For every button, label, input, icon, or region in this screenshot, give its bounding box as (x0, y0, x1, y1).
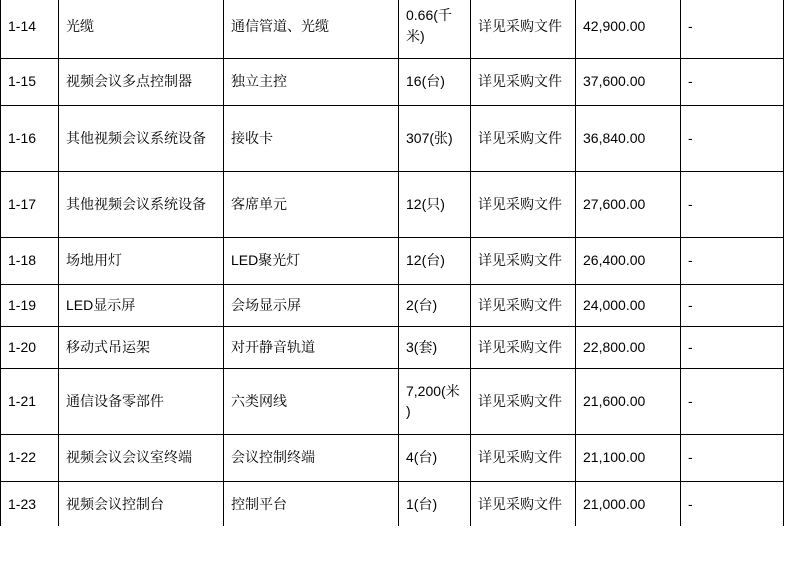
cell-item-no: 1-15 (1, 58, 59, 105)
cell-quantity: 4(台) (399, 434, 471, 481)
cell-item-no: 1-16 (1, 105, 59, 171)
cell-name: LED显示屏 (59, 284, 224, 326)
cell-document: 详见采购文件 (471, 58, 576, 105)
table-row (1, 58, 784, 105)
cell-quantity: 2(台) (399, 284, 471, 326)
cell-note: - (681, 171, 784, 237)
table-row (1, 326, 784, 368)
cell-spec: 通信管道、光缆 (224, 0, 399, 58)
cell-spec: 会场显示屏 (224, 284, 399, 326)
cell-name: 视频会议多点控制器 (59, 58, 224, 105)
cell-spec: 独立主控 (224, 58, 399, 105)
cell-price: 36,840.00 (576, 105, 681, 171)
cell-price: 21,600.00 (576, 368, 681, 434)
cell-document: 详见采购文件 (471, 105, 576, 171)
cell-quantity: 0.66(千米) (399, 0, 471, 58)
cell-quantity: 7,200(米) (399, 368, 471, 434)
cell-quantity: 12(台) (399, 237, 471, 284)
cell-note: - (681, 326, 784, 368)
table-row (1, 0, 784, 58)
cell-document: 详见采购文件 (471, 481, 576, 526)
cell-price: 42,900.00 (576, 0, 681, 58)
cell-spec: LED聚光灯 (224, 237, 399, 284)
cell-document: 详见采购文件 (471, 326, 576, 368)
cell-spec: 客席单元 (224, 171, 399, 237)
table-row (1, 105, 784, 171)
cell-quantity: 3(套) (399, 326, 471, 368)
cell-item-no: 1-18 (1, 237, 59, 284)
cell-name: 通信设备零部件 (59, 368, 224, 434)
cell-quantity: 307(张) (399, 105, 471, 171)
cell-item-no: 1-21 (1, 368, 59, 434)
cell-name: 其他视频会议系统设备 (59, 171, 224, 237)
cell-item-no: 1-22 (1, 434, 59, 481)
table-row (1, 434, 784, 481)
table-row (1, 237, 784, 284)
cell-item-no: 1-20 (1, 326, 59, 368)
cell-note: - (681, 237, 784, 284)
cell-document: 详见采购文件 (471, 434, 576, 481)
cell-name: 场地用灯 (59, 237, 224, 284)
cell-document: 详见采购文件 (471, 171, 576, 237)
cell-price: 22,800.00 (576, 326, 681, 368)
cell-spec: 控制平台 (224, 481, 399, 526)
cell-note: - (681, 58, 784, 105)
cell-price: 21,100.00 (576, 434, 681, 481)
table-row (1, 171, 784, 237)
cell-document: 详见采购文件 (471, 368, 576, 434)
table-row (1, 481, 784, 526)
cell-price: 21,000.00 (576, 481, 681, 526)
cell-spec: 六类网线 (224, 368, 399, 434)
cell-item-no: 1-17 (1, 171, 59, 237)
cell-document: 详见采购文件 (471, 284, 576, 326)
cell-spec: 接收卡 (224, 105, 399, 171)
cell-note: - (681, 481, 784, 526)
cell-price: 37,600.00 (576, 58, 681, 105)
table-row (1, 368, 784, 434)
table-body (1, 0, 784, 526)
cell-name: 移动式吊运架 (59, 326, 224, 368)
cell-item-no: 1-19 (1, 284, 59, 326)
cell-note: - (681, 105, 784, 171)
cell-item-no: 1-14 (1, 0, 59, 58)
cell-note: - (681, 368, 784, 434)
cell-document: 详见采购文件 (471, 0, 576, 58)
cell-price: 24,000.00 (576, 284, 681, 326)
cell-note: - (681, 0, 784, 58)
cell-price: 26,400.00 (576, 237, 681, 284)
cell-document: 详见采购文件 (471, 237, 576, 284)
cell-item-no: 1-23 (1, 481, 59, 526)
cell-note: - (681, 434, 784, 481)
cell-price: 27,600.00 (576, 171, 681, 237)
table-row (1, 284, 784, 326)
cell-name: 其他视频会议系统设备 (59, 105, 224, 171)
cell-name: 光缆 (59, 0, 224, 58)
cell-quantity: 16(台) (399, 58, 471, 105)
cell-quantity: 12(只) (399, 171, 471, 237)
cell-spec: 会议控制终端 (224, 434, 399, 481)
cell-note: - (681, 284, 784, 326)
cell-name: 视频会议会议室终端 (59, 434, 224, 481)
cell-spec: 对开静音轨道 (224, 326, 399, 368)
cell-name: 视频会议控制台 (59, 481, 224, 526)
cell-quantity: 1(台) (399, 481, 471, 526)
